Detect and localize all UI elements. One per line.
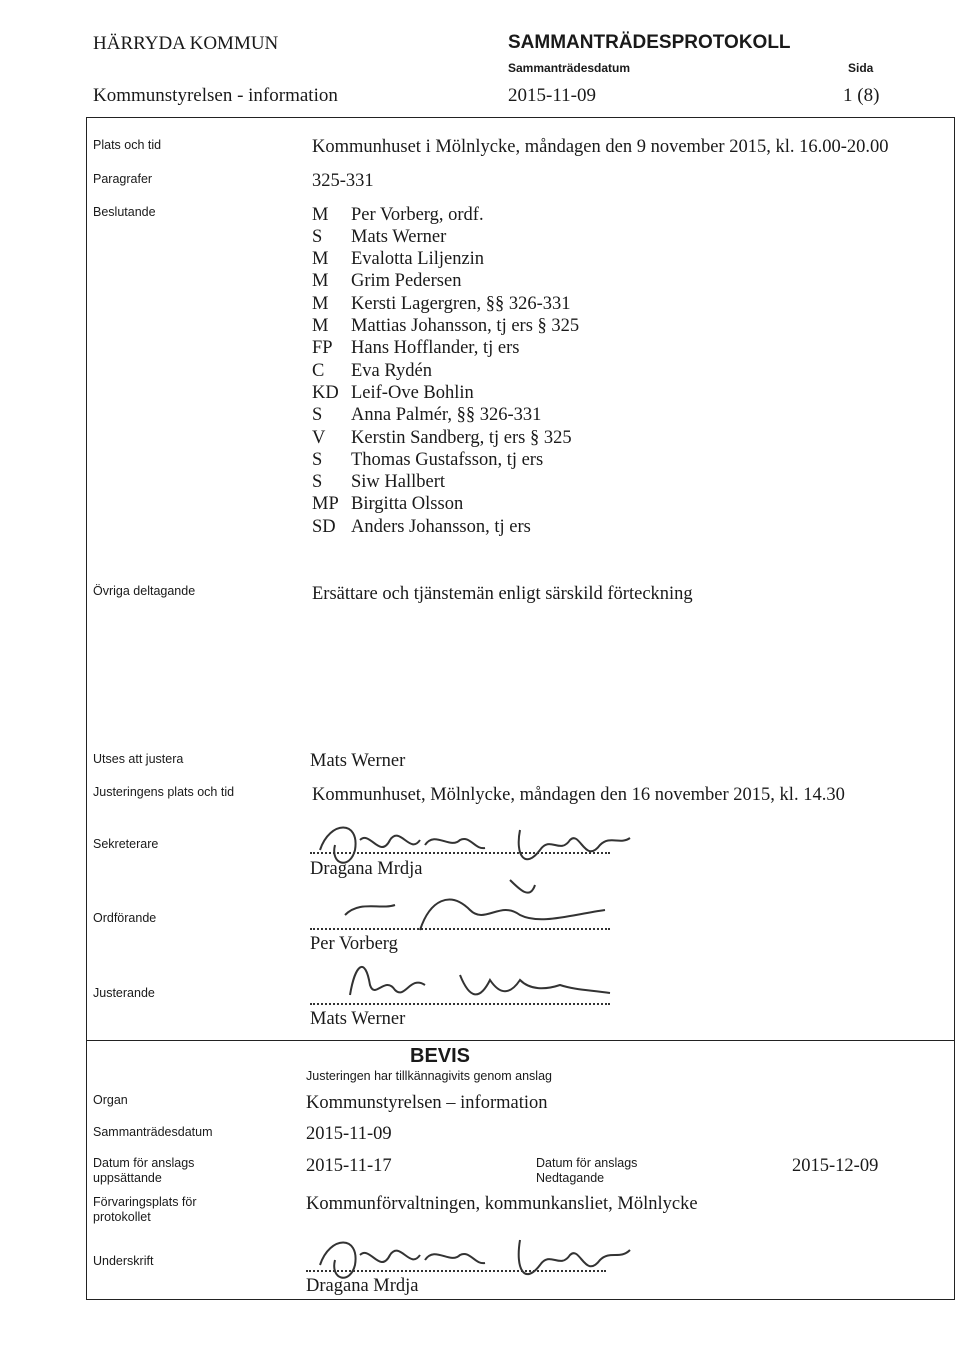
posted-label-2: uppsättande xyxy=(93,1171,162,1185)
adjustment-place-value: Kommunhuset, Mölnlycke, måndagen den 16 november 2015, kl. 14.30 xyxy=(312,785,845,805)
member-name: Per Vorberg, ordf. xyxy=(351,205,484,225)
certificate-title: BEVIS xyxy=(410,1045,471,1067)
meeting-date: 2015-11-09 xyxy=(508,85,596,106)
member-party: M xyxy=(312,271,329,291)
member-name: Anna Palmér, §§ 326-331 xyxy=(351,405,542,425)
page-number: 1 (8) xyxy=(843,85,880,106)
adjuster-label: Justerande xyxy=(93,986,155,1000)
member-party: M xyxy=(312,205,329,225)
member-party: MP xyxy=(312,494,339,514)
document-type: SAMMANTRÄDESPROTOKOLL xyxy=(508,32,791,53)
adjuster-signature xyxy=(330,945,620,1015)
certificate-signatory: Dragana Mrdja xyxy=(306,1276,419,1296)
adjustment-place-label: Justeringens plats och tid xyxy=(93,785,235,799)
others-label: Övriga deltagande xyxy=(93,584,196,598)
signature-label: Underskrift xyxy=(93,1254,154,1268)
adjuster-name: Mats Werner xyxy=(310,1009,406,1029)
member-party: S xyxy=(312,227,323,247)
member-party: S xyxy=(312,472,323,492)
member-name: Birgitta Olsson xyxy=(351,494,464,514)
appointed-value: Mats Werner xyxy=(310,751,406,771)
member-party: V xyxy=(312,428,326,448)
member-name: Mats Werner xyxy=(351,227,447,247)
page-label: Sida xyxy=(848,61,874,75)
member-party: M xyxy=(312,316,329,336)
removed-label-1: Datum för anslags xyxy=(536,1156,638,1170)
member-name: Kerstin Sandberg, tj ers § 325 xyxy=(351,428,572,448)
organization-name: HÄRRYDA KOMMUN xyxy=(93,33,279,54)
storage-label-1: Förvaringsplats för xyxy=(93,1195,197,1209)
member-name: Leif-Ove Bohlin xyxy=(351,383,474,403)
member-party: S xyxy=(312,450,323,470)
storage-value: Kommunförvaltningen, kommunkansliet, Mölnlycke xyxy=(306,1194,698,1214)
removed-date: 2015-12-09 xyxy=(792,1156,879,1176)
member-party: SD xyxy=(312,517,336,537)
place-value: Kommunhuset i Mölnlycke, måndagen den 9 november 2015, kl. 16.00-20.00 xyxy=(312,137,889,157)
member-name: Hans Hofflander, tj ers xyxy=(351,338,520,358)
certificate-divider xyxy=(86,1040,955,1041)
certificate-signature xyxy=(300,1225,640,1295)
secretary-label: Sekreterare xyxy=(93,837,159,851)
member-party: M xyxy=(312,294,329,314)
storage-label-2: protokollet xyxy=(93,1210,151,1224)
certificate-subtitle: Justeringen har tillkännagivits genom anslag xyxy=(306,1069,552,1083)
member-name: Anders Johansson, tj ers xyxy=(351,517,531,537)
member-party: FP xyxy=(312,338,333,358)
member-name: Eva Rydén xyxy=(351,361,432,381)
organ-value: Kommunstyrelsen – information xyxy=(306,1093,548,1113)
member-name: Kersti Lagergren, §§ 326-331 xyxy=(351,294,571,314)
member-name: Siw Hallbert xyxy=(351,472,446,492)
chair-signature xyxy=(320,870,620,950)
removed-label-2: Nedtagande xyxy=(536,1171,605,1185)
chair-name: Per Vorberg xyxy=(310,934,398,954)
secretary-name: Dragana Mrdja xyxy=(310,859,423,879)
posted-label-1: Datum för anslags xyxy=(93,1156,195,1170)
paragraphs-label: Paragrafer xyxy=(93,172,153,186)
date-label: Sammanträdesdatum xyxy=(508,61,631,75)
chair-label: Ordförande xyxy=(93,911,157,925)
organ-label: Organ xyxy=(93,1093,128,1107)
member-party: M xyxy=(312,249,329,269)
member-party: C xyxy=(312,361,325,381)
certificate-date-value: 2015-11-09 xyxy=(306,1124,392,1144)
member-name: Grim Pedersen xyxy=(351,271,462,291)
place-label: Plats och tid xyxy=(93,138,162,152)
member-party: KD xyxy=(312,383,339,403)
certificate-date-label: Sammanträdesdatum xyxy=(93,1125,213,1139)
member-party: S xyxy=(312,405,323,425)
paragraphs-value: 325-331 xyxy=(312,171,374,191)
unit-name: Kommunstyrelsen - information xyxy=(93,85,338,106)
posted-date: 2015-11-17 xyxy=(306,1156,392,1176)
member-name: Mattias Johansson, tj ers § 325 xyxy=(351,316,580,336)
member-name: Thomas Gustafsson, tj ers xyxy=(351,450,544,470)
deciding-label: Beslutande xyxy=(93,205,156,219)
others-value: Ersättare och tjänstemän enligt särskild förteckning xyxy=(312,584,693,604)
member-name: Evalotta Liljenzin xyxy=(351,249,485,269)
appointed-label: Utses att justera xyxy=(93,752,184,766)
